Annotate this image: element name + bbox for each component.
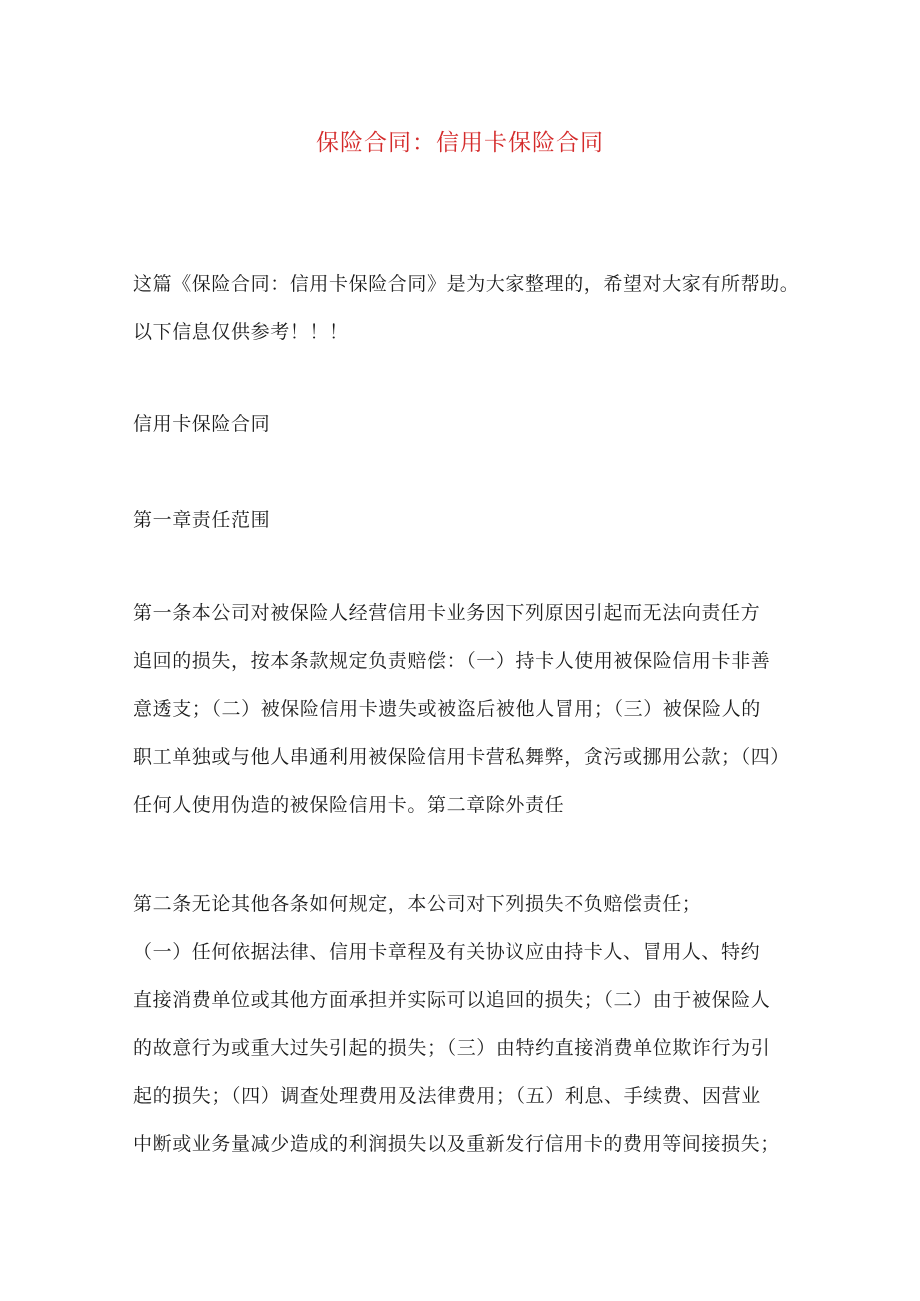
article-2-line: 中断或业务量减少造成的利润损失以及重新发行信用卡的费用等间接损失； [133, 1133, 780, 1155]
article-2-line: 第二条无论其他各条如何规定，本公司对下列损失不负赔偿责任； [133, 893, 702, 915]
article-2-line: 的故意行为或重大过失引起的损失；（三）由特约直接消费单位欺诈行为引 [133, 1037, 771, 1059]
document-title: 保险合同：信用卡保险合同 [316, 130, 604, 156]
subtitle-text: 信用卡保险合同 [133, 413, 271, 435]
article-1-line: 职工单独或与他人串通利用被保险信用卡营私舞弊，贪污或挪用公款；（四） [133, 746, 790, 768]
article-2-line: （一）任何依据法律、信用卡章程及有关协议应由持卡人、冒用人、特约 [133, 941, 761, 963]
article-1-line: 意透支；（二）被保险信用卡遗失或被盗后被他人冒用；（三）被保险人的 [133, 698, 761, 720]
article-1-paragraph [133, 589, 803, 829]
article-1-line: 追回的损失，按本条款规定负责赔偿：（一）持卡人使用被保险信用卡非善 [133, 650, 771, 672]
chapter-heading [133, 496, 803, 544]
article-1-line: 任何人使用伪造的被保险信用卡。第二章除外责任 [133, 794, 565, 816]
article-2-paragraph [133, 880, 803, 1168]
article-2-line: 直接消费单位或其他方面承担并实际可以追回的损失；（二）由于被保险人 [133, 989, 771, 1011]
intro-paragraph [133, 260, 803, 356]
chapter-heading-text: 第一章责任范围 [133, 509, 271, 531]
contract-subtitle [133, 400, 803, 448]
article-2-line: 起的损失；（四）调查处理费用及法律费用；（五）利息、手续费、因营业 [133, 1085, 761, 1107]
intro-line: 这篇《保险合同：信用卡保险合同》是为大家整理的，希望对大家有所帮助。 [133, 273, 800, 295]
intro-line: 以下信息仅供参考！！！ [133, 321, 349, 343]
article-1-line: 第一条本公司对被保险人经营信用卡业务因下列原因引起而无法向责任方 [133, 602, 761, 624]
